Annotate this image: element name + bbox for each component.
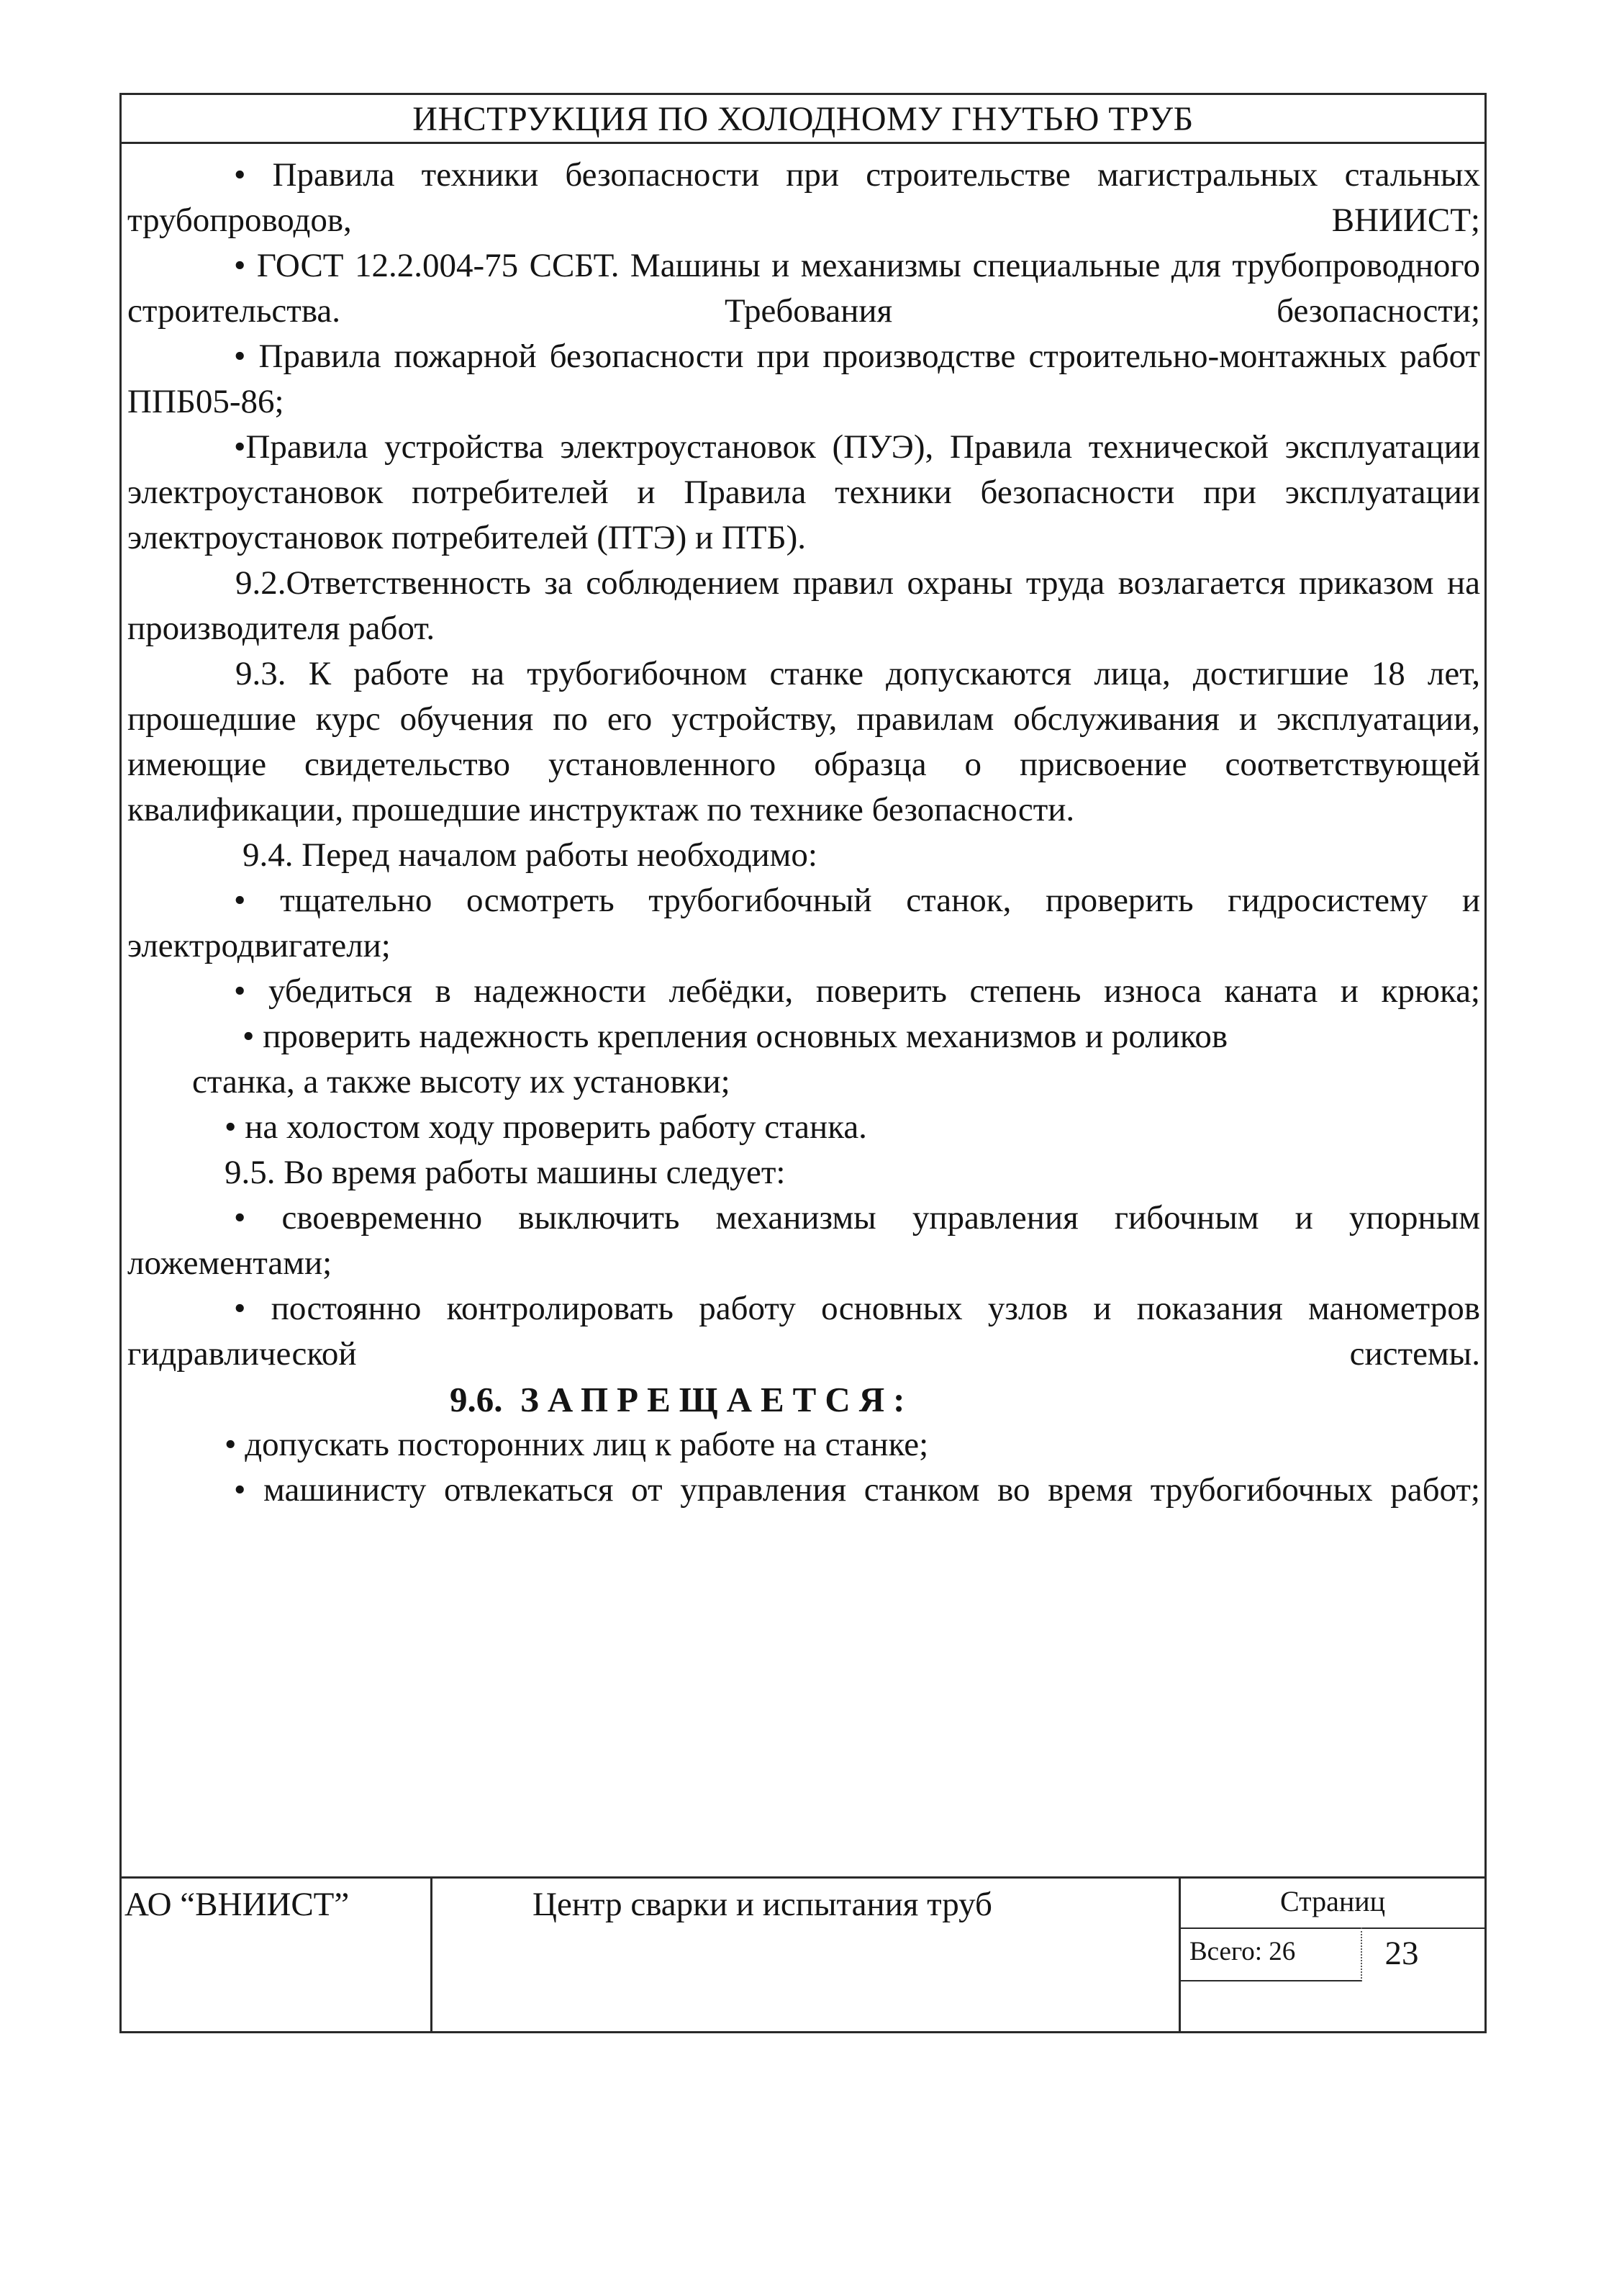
document-body bbox=[127, 153, 1480, 1513]
list-item-monitor-units: • постоянно контролировать работу основных узлов и показания манометров гидравлической системы. bbox=[127, 1290, 1480, 1373]
footer-pages-block bbox=[1181, 1879, 1484, 2031]
footer-total-pages: Всего: 26 bbox=[1181, 1927, 1362, 1981]
document-title: ИНСТРУКЦИЯ ПО ХОЛОДНОМУ ГНУТЬЮ ТРУБ bbox=[122, 95, 1484, 144]
footer-organization: АО “ВНИИСТ” bbox=[122, 1879, 432, 2031]
list-item-turn-off-mechanisms: • своевременно выключить механизмы управления гибочным и упорным ложементами; bbox=[127, 1199, 1480, 1282]
section-title-number: 9.6. bbox=[450, 1380, 503, 1419]
paragraph-9-4: 9.4. Перед началом работы необходимо: bbox=[242, 836, 817, 874]
footer-pages-label: Страниц bbox=[1181, 1879, 1484, 1929]
footer-department: Центр сварки и испытания труб bbox=[432, 1879, 1181, 2031]
paragraph-fire-safety: • Правила пожарной безопасности при производстве строительно-монтажных работ ППБ05-86; bbox=[127, 338, 1480, 420]
list-item-no-outsiders: • допускать посторонних лиц к работе на станке; bbox=[225, 1426, 929, 1463]
paragraph-9-3: 9.3. К работе на трубогибочном станке допускаются лица, достигшие 18 лет, прошедшие курс обучения по его устройству, правилам обслуживания и эксплуатации, имеющие свидетельство установленного образца о присвоение соответствующей квалификации, прошедшие инструктаж по технике безопасности. bbox=[127, 655, 1480, 828]
footer-page-number: 23 bbox=[1384, 1935, 1419, 1972]
section-title-9-6 bbox=[127, 1377, 1480, 1422]
paragraph-9-2: 9.2.Ответственность за соблюдением правил охраны труда возлагается приказом на производителя работ. bbox=[127, 564, 1480, 647]
document-footer bbox=[122, 1876, 1484, 2031]
list-item-idle-check: • на холостом ходу проверить работу станка. bbox=[225, 1108, 867, 1146]
list-item-check-winch: • убедиться в надежности лебёдки, поверить степень износа каната и крюка; bbox=[234, 972, 1480, 1010]
list-item-check-mounting: • проверить надежность крепления основных механизмов и роликов bbox=[242, 1018, 1228, 1055]
paragraph-9-5: 9.5. Во время работы машины следует: bbox=[225, 1154, 786, 1191]
paragraph-electrical-rules: •Правила устройства электроустановок (ПУЭ), Правила технической эксплуатации электроустановок потребителей и Правила техники безопасности при эксплуатации электроустановок потребителей (ПТЭ) и ПТБ). bbox=[127, 428, 1480, 556]
section-title-word: ЗАПРЕЩАЕТСЯ: bbox=[520, 1380, 914, 1419]
document-frame bbox=[119, 93, 1487, 2033]
paragraph-rules-pipelines: • Правила техники безопасности при строительстве магистральных стальных трубопроводов, ВНИИСТ; bbox=[127, 156, 1480, 239]
list-item-inspect-machine: • тщательно осмотреть трубогибочный станок, проверить гидросистему и электродвигатели; bbox=[127, 882, 1480, 964]
paragraph-gost: • ГОСТ 12.2.004-75 ССБТ. Машины и механизмы специальные для трубопроводного строительства. Требования безопасности; bbox=[127, 247, 1480, 330]
list-item-check-mounting-cont: станка, а также высоту их установки; bbox=[192, 1063, 730, 1100]
list-item-no-distraction: • машинисту отвлекаться от управления станком во время трубогибочных работ; bbox=[234, 1471, 1480, 1509]
